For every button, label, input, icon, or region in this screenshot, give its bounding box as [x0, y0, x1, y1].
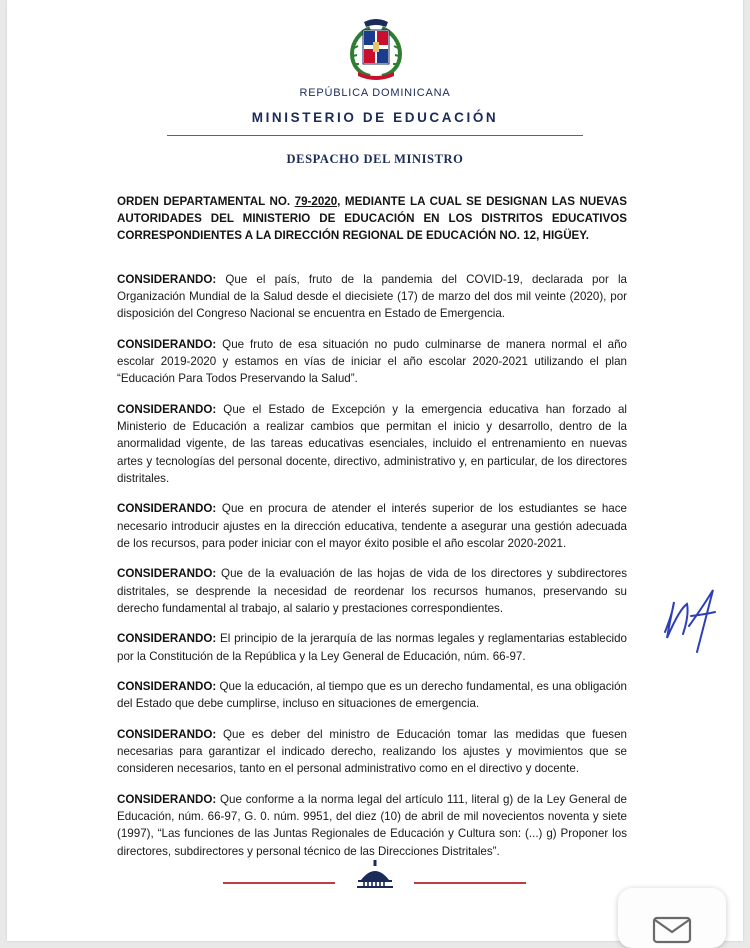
considerando-paragraph [117, 401, 627, 487]
considerando-paragraph [117, 500, 627, 552]
considerando-label: CONSIDERANDO: [117, 632, 217, 646]
considerando-label: CONSIDERANDO: [117, 338, 217, 351]
order-number: 79-2020, [294, 195, 341, 208]
order-title-prefix: ORDEN DEPARTAMENTAL NO. [117, 195, 295, 208]
considerandos-list [117, 271, 627, 873]
considerando-label: CONSIDERANDO: [117, 728, 217, 741]
considerando-text: Que de la evaluación de las hojas de vida de los directores y subdirectores distritales, se desprende la necesidad de reordenar los recursos humanos, preservando su derecho fundamental al trabajo, al salario y prestaciones correspondientes. [117, 567, 627, 615]
considerando-text: Que la educación, al tiempo que es un derecho fundamental, es una obligación del Estado que debe cumplirse, incluso en situaciones de emergencia. [117, 680, 627, 711]
considerando-text: Que el Estado de Excepción y la emergencia educativa han forzado al Ministerio de Educación a realizar cambios que permitan el inicio y desarrollo, dentro de la anormalidad vigente, de las tareas educativas esenciales, incluido el entrenamiento en nuevas artes y tecnologías del personal docente, directivo, administrativo y, en particular, de los directores distritales. [117, 403, 627, 485]
header-divider [167, 135, 583, 136]
considerando-paragraph [117, 726, 627, 778]
considerando-text: Que el país, fruto de la pandemia del COVID-19, declarada por la Organización Mundial de la Salud desde el diecisiete (17) de marzo del dos mil veinte (2020), por disposición del Congreso Nacional se encuentra en Estado de Emergencia. [117, 273, 627, 321]
considerando-text: Que es deber del ministro de Educación tomar las medidas que fuesen necesarias para garantizar el indicado derecho, realizando los ajustes y movimientos que se consideren necesarios, tanto en el personal administrativo como en el directivo y docente. [117, 728, 627, 776]
office-name: DESPACHO DEL MINISTRO [286, 152, 464, 166]
considerando-label: CONSIDERANDO: [117, 680, 217, 694]
order-title [117, 193, 627, 244]
considerando-label: CONSIDERANDO: [117, 403, 217, 416]
considerando-label: CONSIDERANDO: [117, 273, 217, 286]
order-title-rest: MEDIANTE LA CUAL SE DESIGNAN LAS NUEVAS AUTORIDADES DEL MINISTERIO DE EDUCACIÓN EN LOS DISTRITOS EDUCATIVOS CORRESPONDIENTES A LA DIRECCIÓN REGIONAL DE EDUCACIÓN NO. 12, HIGÜEY. [117, 195, 627, 242]
considerando-paragraph [117, 678, 627, 712]
considerando-label: CONSIDERANDO: [117, 567, 217, 581]
dome-icon [353, 860, 397, 888]
considerando-label: CONSIDERANDO: [117, 502, 217, 516]
country-name: REPÚBLICA DOMINICANA [299, 87, 451, 99]
considerando-text: Que en procura de atender el interés superior de los estudiantes se hace necesario introducir ajustes en la dirección educativa, tendente a asegurar una gestión adecuada de los recursos, para poder iniciar con el mayor éxito posible el año escolar 2020-2021. [117, 502, 627, 550]
considerando-paragraph [117, 630, 627, 664]
considerando-label: CONSIDERANDO: [117, 793, 217, 806]
mail-button[interactable] [618, 888, 726, 948]
considerando-paragraph [117, 271, 627, 323]
footer-divider-right [414, 882, 526, 884]
envelope-icon [652, 916, 692, 944]
signature-initials [659, 582, 721, 654]
document-page [7, 0, 743, 941]
considerando-paragraph [117, 791, 627, 860]
ministry-name: MINISTERIO DE EDUCACIÓN [251, 110, 499, 125]
coat-of-arms-icon [340, 18, 412, 82]
considerando-paragraph [117, 336, 627, 388]
considerando-text: Que conforme a la norma legal del artículo 111, literal g) de la Ley General de Educación, núm. 66-97, G. 0. núm. 9951, del diez (10) de abril de mil novecientos noventa y siete (1997), “Las funciones de las Juntas Regionales de Educación y Cultura son: (...) g) Proponer los directores, subdirectores y personal técnico de las Direcciones Distritales”. [117, 793, 627, 858]
considerando-paragraph [117, 565, 627, 617]
considerando-text: El principio de la jerarquía de las normas legales y reglamentarias establecido por la Constitución de la República y la Ley General de Educación, núm. 66-97. [117, 632, 627, 663]
footer-divider-left [223, 882, 335, 884]
considerando-text: Que fruto de esa situación no pudo culminarse de manera normal el año escolar 2019-2020 y estamos en vías de iniciar el año escolar 2020-2021 utilizando el plan “Educación Para Todos Preservando la Salud”. [117, 338, 627, 386]
